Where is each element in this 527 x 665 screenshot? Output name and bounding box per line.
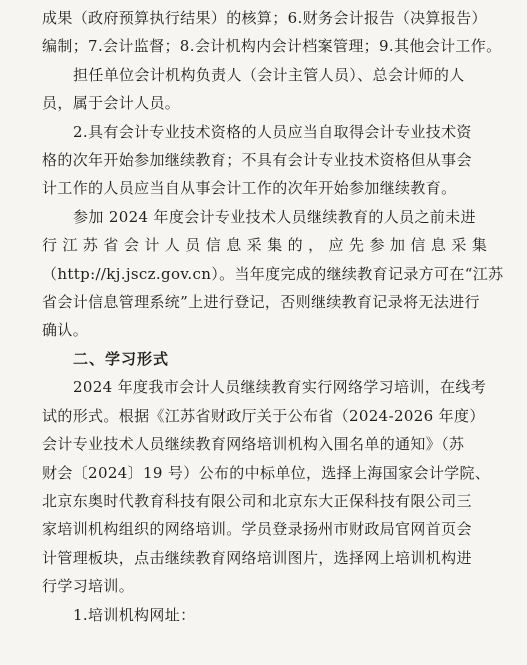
text-line-10: （http://kj.jscz.gov.cn）。当年度完成的继续教育记录方可在“江苏 — [42, 264, 504, 283]
text-line-1: 成果（政府预算执行结果）的核算；6.财务会计报告（决算报告） — [42, 9, 487, 27]
text-line-20: 计管理板块，点击继续教育网络培训图片，选择网上培训机构进 — [42, 548, 472, 567]
text-line-21: 行学习培训。 — [42, 577, 135, 596]
section-heading: 二、学习形式 — [73, 349, 170, 368]
text-line-15: 试的形式。根据《江苏省财政厅关于公布省（2024-2026 年度） — [42, 406, 485, 425]
text-line-14: 2024 年度我市会计人员继续教育实行网络学习培训，在线考 — [73, 378, 487, 397]
text-line-6: 格的次年开始参加继续教育；不具有会计专业技术资格但从事会 — [42, 151, 472, 170]
text-line-11: 省会计信息管理系统”上进行登记，否则继续教育记录将无法进行 — [42, 293, 480, 312]
text-line-3: 担任单位会计机构负责人（会计主管人员）、总会计师的人 — [73, 65, 465, 84]
text-line-7: 计工作的人员应当自从事会计工作的次年开始参加继续教育。 — [42, 179, 457, 198]
text-line-16: 会计专业技术人员继续教育网络培训机构入围名单的通知》（苏 — [42, 435, 465, 454]
text-line-9: 行 江 苏 省 会 计 人 员 信 息 采 集 的 ， 应 先 参 加 信 息 采 集 — [42, 236, 488, 255]
text-line-22: 1.培训机构网址： — [73, 605, 196, 624]
text-line-8: 参加 2024 年度会计专业技术人员继续教育的人员之前未进 — [73, 207, 476, 226]
text-line-2: 编制；7.会计监督；8.会计机构内会计档案管理；9.其他会计工作。 — [42, 37, 502, 56]
text-line-5: 2.具有会计专业技术资格的人员应当自取得会计专业技术资 — [73, 122, 472, 141]
text-line-4: 员，属于会计人员。 — [42, 94, 181, 113]
text-line-12: 确认。 — [42, 321, 89, 340]
text-line-19: 家培训机构组织的网络培训。学员登录扬州市财政局官网首页会 — [42, 520, 472, 539]
text-line-17: 财会〔2024〕19 号）公布的中标单位，选择上海国家会计学院、 — [42, 463, 491, 482]
text-line-18: 北京东奥时代教育科技有限公司和北京东大正保科技有限公司三 — [42, 491, 472, 510]
